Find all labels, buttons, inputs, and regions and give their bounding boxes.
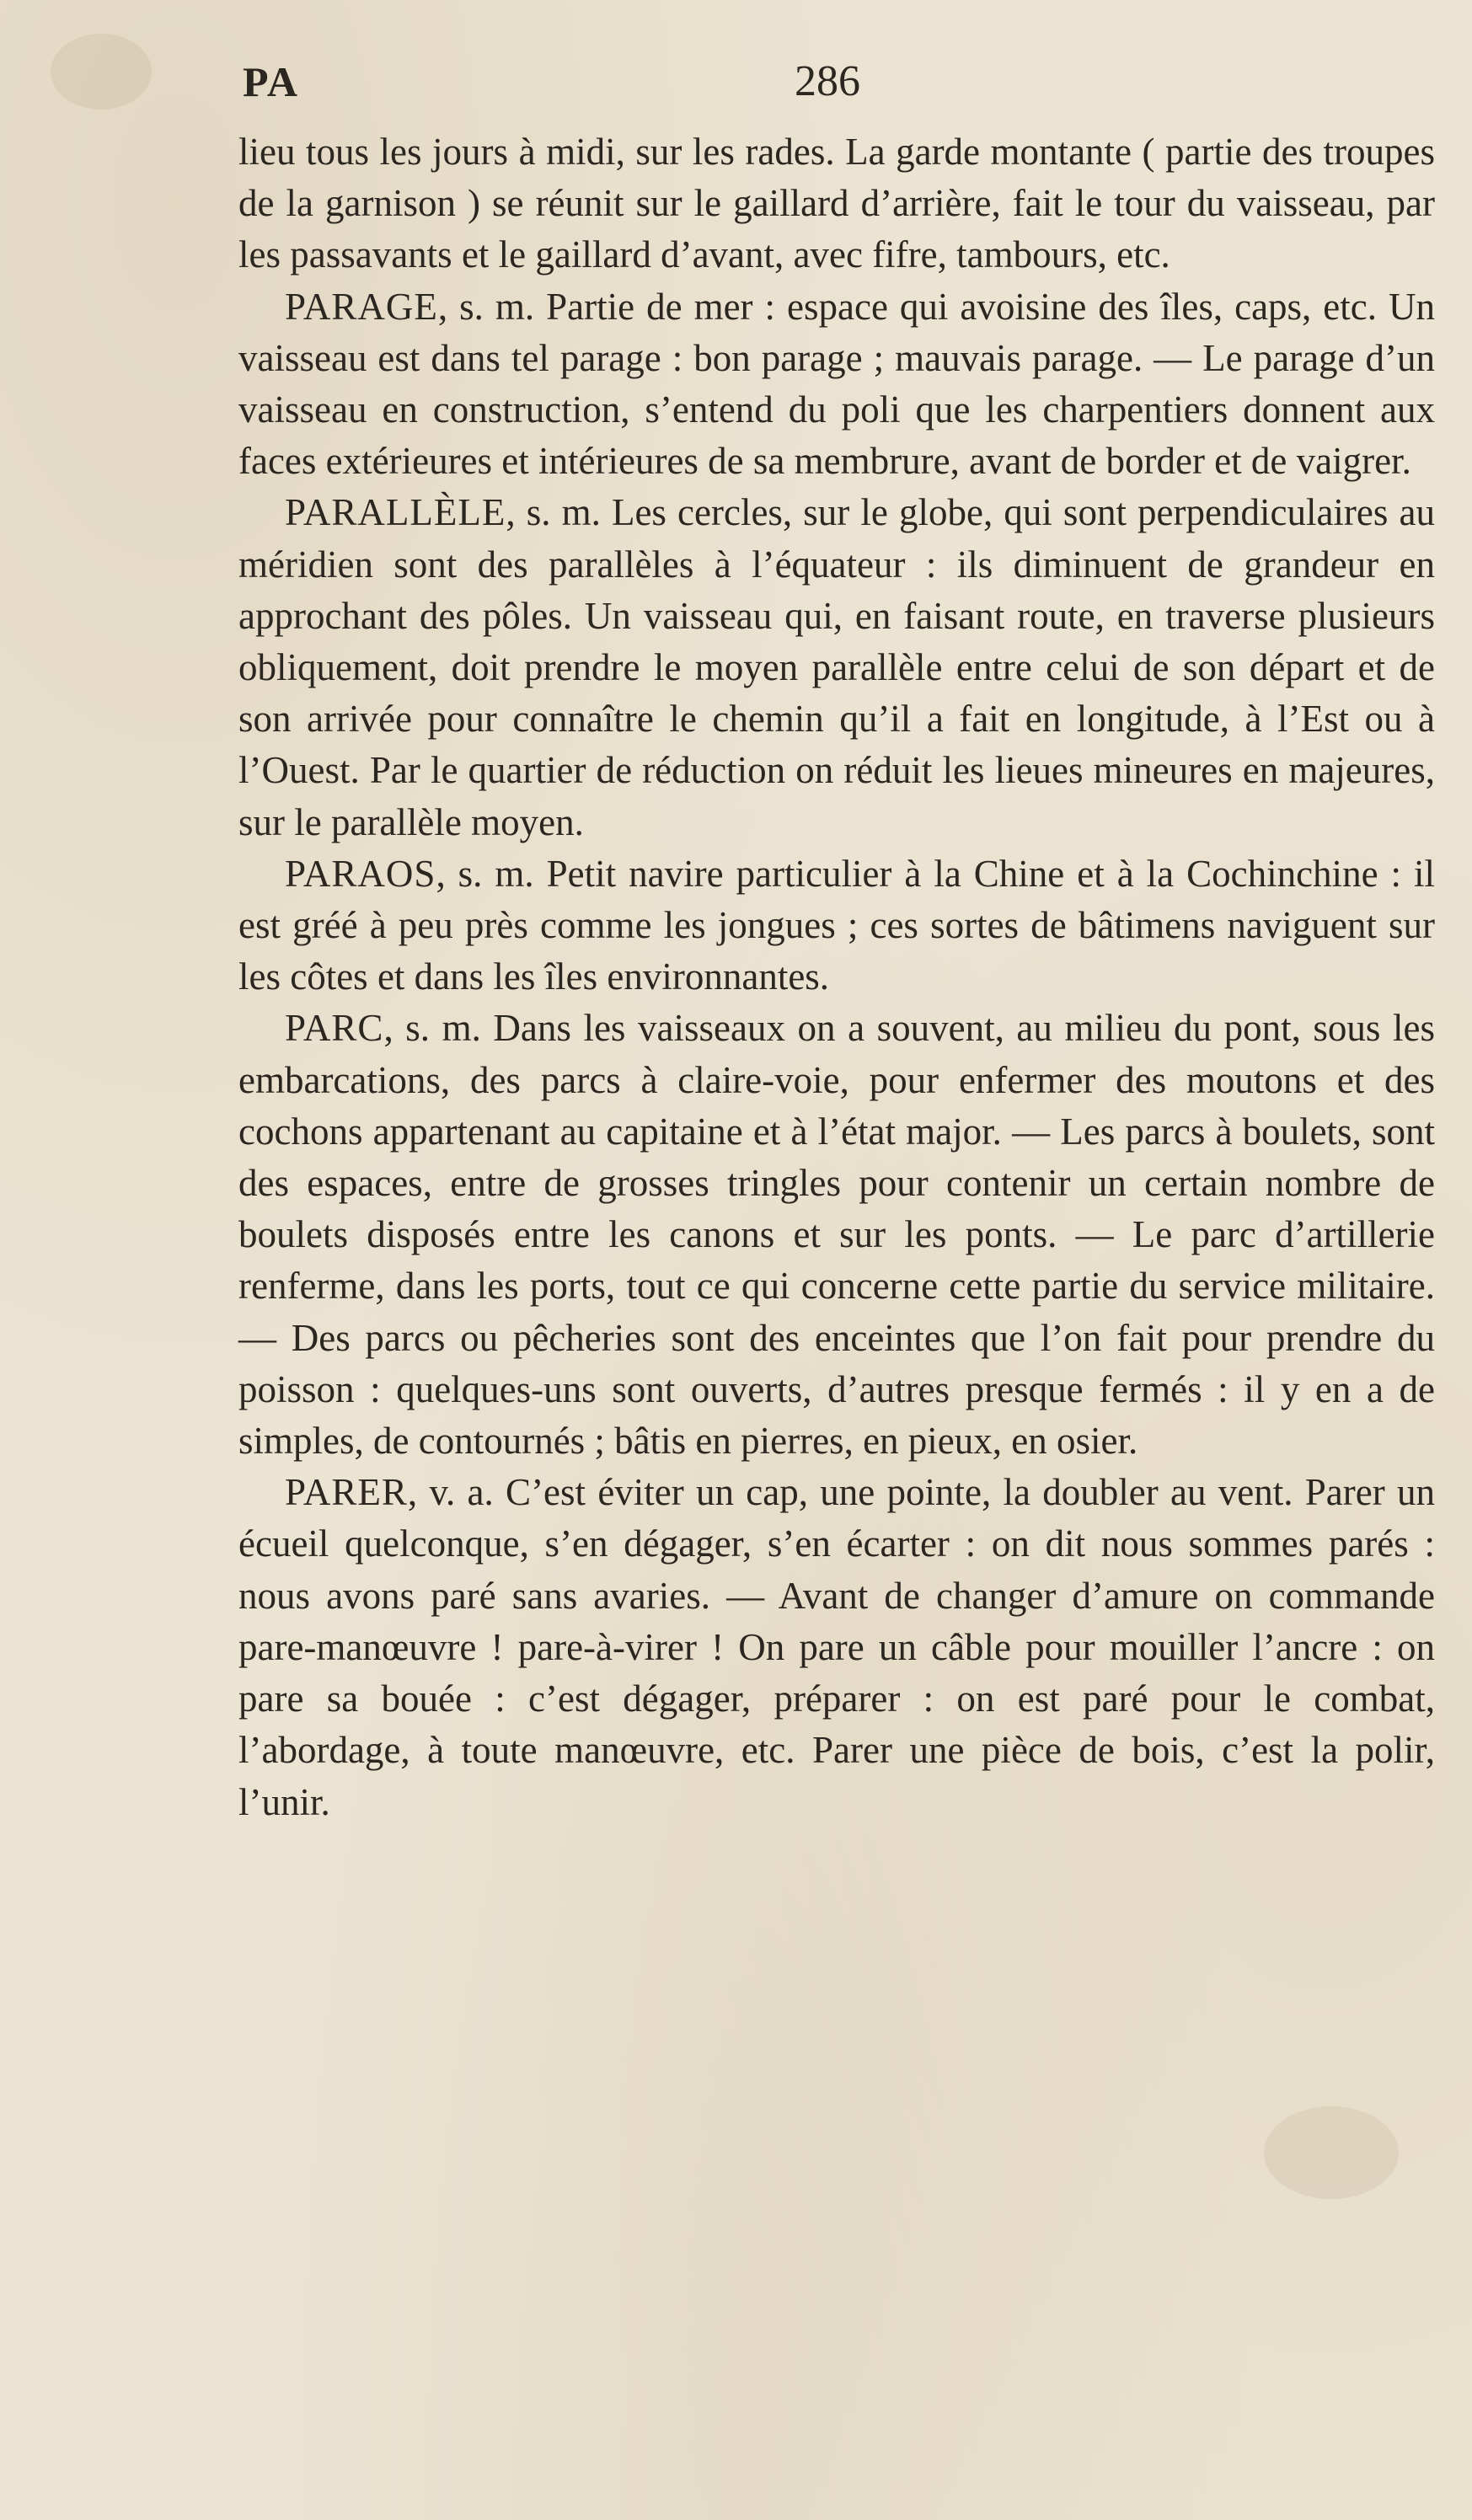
paper-stain bbox=[1264, 2106, 1399, 2199]
entry-continuation bbox=[238, 126, 1435, 281]
entry-headword: PARALLÈLE bbox=[285, 491, 506, 534]
entry-paraos bbox=[238, 848, 1435, 1003]
entry-parc bbox=[238, 1003, 1435, 1467]
entry-text: lieu tous les jours à midi, sur les rades. La garde montante ( partie des troupes de la garnison ) se réunit sur le gaillard d’arrière, fait le tour du vaisseau, par les passavants et le gaillard d’avant, avec fifre, tambours, etc. bbox=[238, 131, 1435, 276]
entry-text: , s. m. Partie de mer : espace qui avoisine des îles, caps, etc. Un vaisseau est dans tel parage : bon parage ; mauvais parage. — Le parage d’un vaisseau en construction, s’entend du poli que les charpentiers donnent aux faces extérieures et intérieures de sa membrure, avant de border et de vaigrer. bbox=[238, 285, 1435, 483]
entry-text: , s. m. Dans les vaisseaux on a souvent, au milieu du pont, sous les embarcations, des parcs à claire-voie, pour enfermer des moutons et des cochons appartenant au capitaine et à l’état major. — Les parcs à boulets, sont des espaces, entre de grosses tringles pour contenir un certain nombre de boulets disposés entre les canons et sur les ponts. — Le parc d’artillerie renferme, dans les ports, tout ce qui concerne cette partie du service militaire. — Des parcs ou pêcheries sont des enceintes que l’on fait pour prendre du poisson : quelques-uns sont ouverts, d’autres presque fermés : il y en a de simples, de contournés ; bâtis en pierres, en pieux, en osier. bbox=[238, 1007, 1435, 1463]
entry-text: , v. a. C’est éviter un cap, une pointe, la doubler au vent. Parer un écueil quelconque, s’en dégager, s’en écarter : on dit nous sommes parés : nous avons paré sans avaries. — Avant de changer d’amure on commande pare-manœuvre ! pare-à-virer ! On pare un câble pour mouiller l’ancre : on pare sa bouée : c’est dégager, préparer : on est paré pour le combat, l’abordage, à toute manœuvre, etc. Parer une pièce de bois, c’est la polir, l’unir. bbox=[238, 1471, 1435, 1823]
entry-parallele bbox=[238, 487, 1435, 848]
entry-parage bbox=[238, 281, 1435, 488]
entry-headword: PARAOS bbox=[285, 852, 436, 895]
dictionary-text bbox=[238, 126, 1435, 1828]
entry-headword: PARER bbox=[285, 1471, 408, 1514]
page-header bbox=[243, 52, 1432, 111]
entry-headword: PARC bbox=[285, 1007, 384, 1050]
entry-headword: PARAGE bbox=[285, 285, 438, 328]
entry-text: , s. m. Les cercles, sur le globe, qui sont perpendiculaires au méridien sont des parallèles à l’équateur : ils diminuent de grandeur en approchant des pôles. Un vaisseau qui, en faisant route, en traverse plusieurs obliquement, doit prendre le moyen parallèle entre celui de son départ et de son arrivée pour connaître le chemin qu’il a fait en longitude, à l’Est ou à l’Ouest. Par le quartier de réduction on réduit les lieues mineures en majeures, sur le parallèle moyen. bbox=[238, 491, 1435, 843]
entry-text: , s. m. Petit navire particulier à la Chine et à la Cochinchine : il est gréé à peu près comme les jongues ; ces sortes de bâtimens naviguent sur les côtes et dans les îles environnantes. bbox=[238, 852, 1435, 998]
running-head: PA bbox=[243, 58, 299, 105]
paper-stain bbox=[51, 34, 152, 110]
entry-parer bbox=[238, 1467, 1435, 1827]
page-number: 286 bbox=[795, 57, 860, 105]
